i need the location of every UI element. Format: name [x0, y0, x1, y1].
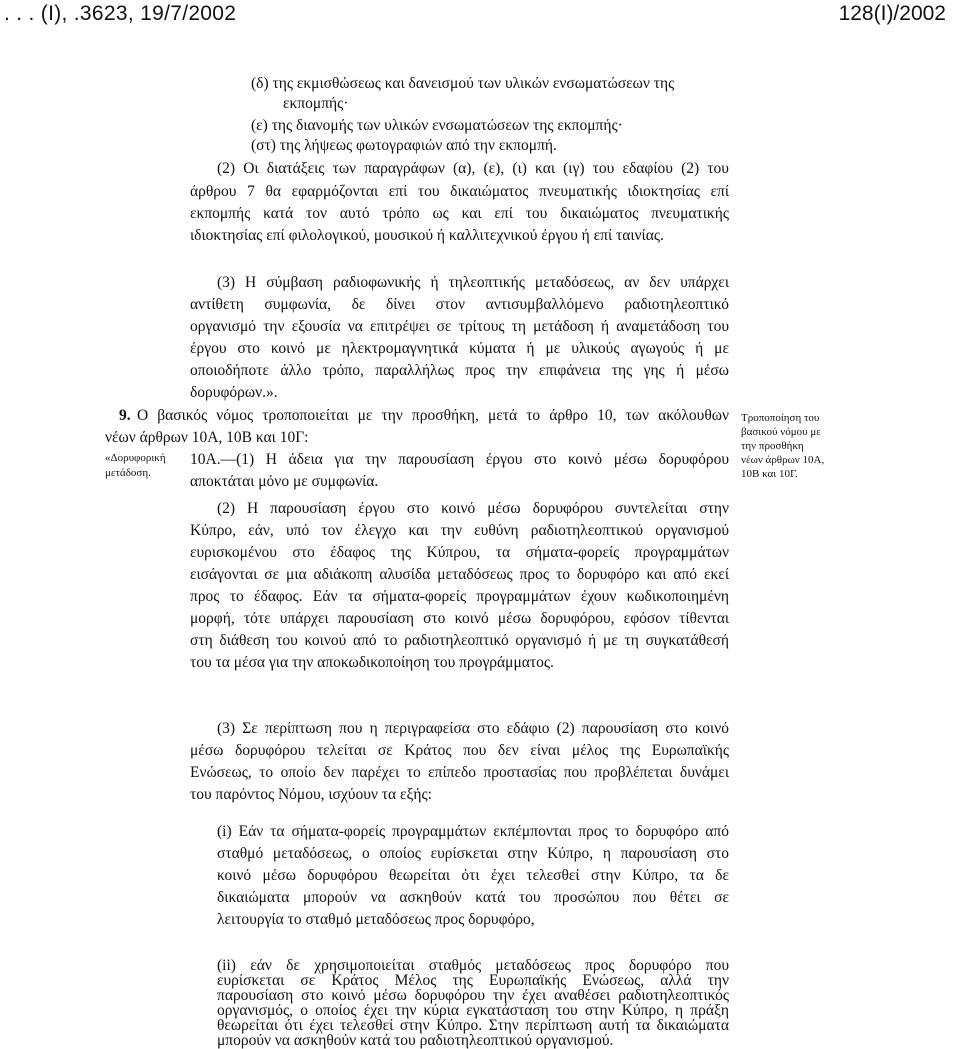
- margin-note-right: Τροποποίηση του: [741, 412, 820, 424]
- section9-line: νέων άρθρων 10Α, 10Β και 10Γ:: [105, 429, 309, 446]
- list-item-e: (ε) της διανομής των υλικών ενσωματώσεων της εκπομπής·: [251, 117, 623, 134]
- item-ii-line: (ii) εάν δε χρησιμοποιείται σταθμός μεταδόσεως προς δορυφόρο που: [217, 957, 729, 974]
- margin-note-right: βασικού νόμου με: [741, 426, 821, 438]
- article10a-line: 10Α.—(1) Η άδεια για την παρουσίαση έργου στο κοινό μέσω δορυφόρου: [190, 451, 729, 468]
- para3-line: δορυφόρων.».: [190, 384, 278, 401]
- margin-note-right: την προσθήκη: [741, 440, 804, 452]
- para10a2-line: προς το έδαφος. Εάν τα σήματα-φορείς προγραμμάτων έχουν κωδικοποιημένη: [190, 588, 729, 605]
- para10a2-line: (2) Η παρουσίαση έργου στο κοινό μέσω δορυφόρου συντελείται στην: [217, 500, 729, 517]
- margin-note-left: «Δορυφορική: [105, 452, 166, 464]
- margin-note-right: νέων άρθρων 10Α,: [741, 454, 825, 466]
- list-item-st: (στ) της λήψεως φωτογραφιών από την εκπομπή.: [251, 137, 557, 154]
- margin-note-left: μετάδοση.: [105, 467, 151, 479]
- margin-note-right: 10Β και 10Γ.: [741, 468, 798, 480]
- para2-line: (2) Οι διατάξεις των παραγράφων (α), (ε), (ι) και (ιγ) του εδαφίου (2) του: [217, 160, 729, 177]
- item-ii-line: ευρίσκεται σε Κράτος Μέλος της Ευρωπαϊκής Ενώσεως, αλλά την: [217, 972, 729, 989]
- para3-line: (3) Η σύμβαση ραδιοφωνικής ή τηλεοπτικής μεταδόσεως, αν δεν υπάρχει: [217, 274, 729, 291]
- page-header-number: 128(Ι)/2002: [838, 2, 946, 25]
- para3-line: οργανισμό την εξουσία να επιτρέψει σε τρίτους τη μετάδοση ή αναμετάδοση του: [190, 318, 729, 335]
- item-i-line: κοινό μέσω δορυφόρου θεωρείται ότι έχει τελεσθεί στην Κύπρο, τα δε: [217, 867, 729, 884]
- item-i-line: δικαιώματα μπορούν να ασκηθούν κατά του προσώπου που θέτει σε: [217, 889, 729, 906]
- para10a3-line: Ενώσεως, το οποίο δεν παρέχει το επίπεδο προστασίας που προβλέπεται δυνάμει: [190, 764, 729, 781]
- article10a-line: αποκτάται μόνο με συμφωνία.: [190, 473, 379, 490]
- item-i-line: λειτουργία το σταθμό μεταδόσεως προς δορυφόρο,: [217, 911, 535, 928]
- item-i-line: (i) Εάν τα σήματα-φορείς προγραμμάτων εκπέμπονται προς το δορυφόρο από: [217, 823, 729, 840]
- para2-line: εκπομπής κατά τον αυτό τρόπο ως και επί του δικαιώματος πνευματικής: [190, 205, 729, 222]
- para10a2-line: ευρισκομένου στο έδαφος της Κύπρου, τα σήματα-φορείς προγραμμάτων: [190, 544, 729, 561]
- item-ii-line: θεωρείται ότι έχει τελεσθεί στην Κύπρο. Στην περίπτωση αυτή τα δικαιώματα: [217, 1017, 729, 1034]
- para2-line: ιδιοκτησίας επί φιλολογικού, μουσικού ή καλλιτεχνικού έργου ή επί ταινίας.: [190, 227, 664, 244]
- para10a3-line: (3) Σε περίπτωση που η περιγραφείσα στο εδάφιο (2) παρουσίαση στο κοινό: [217, 720, 729, 737]
- para10a2-line: εισάγονται σε μια αδιάκοπη αλυσίδα μεταδόσεως προς το δορυφόρο και από εκεί: [190, 566, 729, 583]
- para10a2-line: Κύπρο, εάν, υπό τον έλεγχο και την ευθύνη ραδιοτηλεοπτικού οργανισμού: [190, 522, 729, 539]
- list-item-d-cont: εκπομπής·: [283, 95, 349, 112]
- section9-line: Ο βασικός νόμος τροποποιείται με την προσθήκη, μετά το άρθρο 10, των ακόλουθων: [137, 407, 729, 424]
- item-ii-line: παρουσίαση στο κοινό μέσω δορυφόρου την έχει αναθέσει ραδιοτηλεοπτικός: [217, 987, 729, 1004]
- para10a2-line: στη διάθεση του κοινού από το ραδιοτηλεοπτικό οργανισμό ή με τη συγκατάθεσή: [190, 632, 729, 649]
- item-ii-line: μπορούν να ασκηθούν κατά του ραδιοτηλεοπτικού οργανισμού.: [217, 1032, 614, 1049]
- para10a3-line: μέσω δορυφόρου τελείται σε Κράτος που δεν είναι μέλος της Ευρωπαϊκής: [190, 742, 729, 759]
- section-number: 9.: [119, 407, 131, 424]
- para3-line: έργου στο κοινό με ηλεκτρομαγνητικά κύματα ή με υλικούς αγωγούς ή με: [190, 340, 729, 357]
- para10a2-line: μορφή, τότε υπάρχει παρουσίαση στο κοινό μέσω δορυφόρου, εφόσον τίθενται: [190, 610, 729, 627]
- item-ii-line: οργανισμός, ο οποίος έχει την κύρια εγκατάσταση του στην Κύπρο, η πράξη: [217, 1002, 729, 1019]
- list-item-d: (δ) της εκμισθώσεως και δανεισμού των υλικών ενσωματώσεων της: [251, 75, 675, 92]
- para10a2-line: του τα μέσα για την αποκωδικοποίηση του προγράμματος.: [190, 654, 554, 671]
- para3-line: οποιοδήποτε άλλο τρόπο, παραλλήλως προς την επιφάνεια της γης ή μέσω: [190, 362, 729, 379]
- item-i-line: σταθμό μεταδόσεως, ο οποίος ευρίσκεται στην Κύπρο, η παρουσίαση στο: [217, 845, 729, 862]
- page-header-left: . . . (Ι), .3623, 19/7/2002: [4, 2, 237, 25]
- para10a3-line: του παρόντος Νόμου, ισχύουν τα εξής:: [190, 786, 432, 803]
- para2-line: άρθρου 7 θα εφαρμόζονται επί του δικαιώματος πνευματικής ιδιοκτησίας επί: [190, 183, 729, 200]
- para3-line: αντίθετη συμφωνία, δε δίνει στον αντισυμβαλλόμενο ραδιοτηλεοπτικό: [190, 296, 729, 313]
